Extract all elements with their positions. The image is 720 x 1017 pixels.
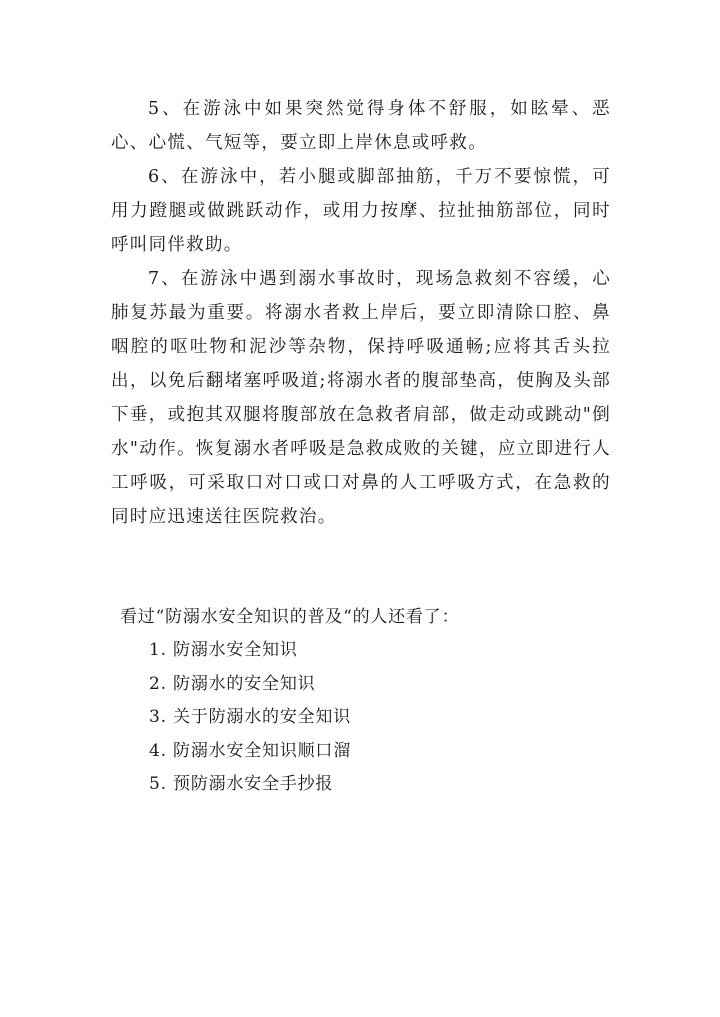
related-link-1[interactable]: 1. 防溺水安全知识 [149, 640, 298, 660]
related-heading: 看过“防溺水安全知识的普及“的人还看了： [120, 607, 460, 627]
paragraph-tip-7: 7、在游泳中遇到溺水事故时，现场急救刻不容缓，心肺复苏最为重要。将溺水者救上岸后，要立即清除口腔、鼻咽腔的呕吐物和泥沙等杂物，保持呼吸通畅;应将其舌头拉出，以免后翻堵塞呼吸道;将溺水者的腹部垫高，使胸及头部下垂，或抱其双腿将腹部放在急救者肩部，做走动或跳动"倒水"动作。恢复溺水者呼吸是急救成败的关键，应立即进行人工呼吸，可采取口对口或口对鼻的人工呼吸方式，在急救的同时应迅速送往医院救治。 [111, 269, 611, 527]
related-articles [120, 600, 600, 802]
article-body [111, 92, 611, 534]
related-link-4[interactable]: 4. 防溺水安全知识顺口溜 [149, 740, 352, 761]
related-list [120, 634, 600, 802]
related-link-5[interactable]: 5. 预防溺水安全手抄报 [149, 774, 334, 794]
paragraph-tip-5: 5、在游泳中如果突然觉得身体不舒服，如眩晕、恶心、心慌、气短等，要立即上岸休息或呼救。 [111, 99, 611, 153]
paragraph-tip-6: 6、在游泳中，若小腿或脚部抽筋，千万不要惊慌，可用力蹬腿或做跳跃动作，或用力按摩、拉扯抽筋部位，同时呼叫同伴救助。 [111, 167, 611, 255]
related-link-2[interactable]: 2. 防溺水的安全知识 [149, 673, 316, 694]
related-link-3[interactable]: 3. 关于防溺水的安全知识 [149, 707, 352, 727]
